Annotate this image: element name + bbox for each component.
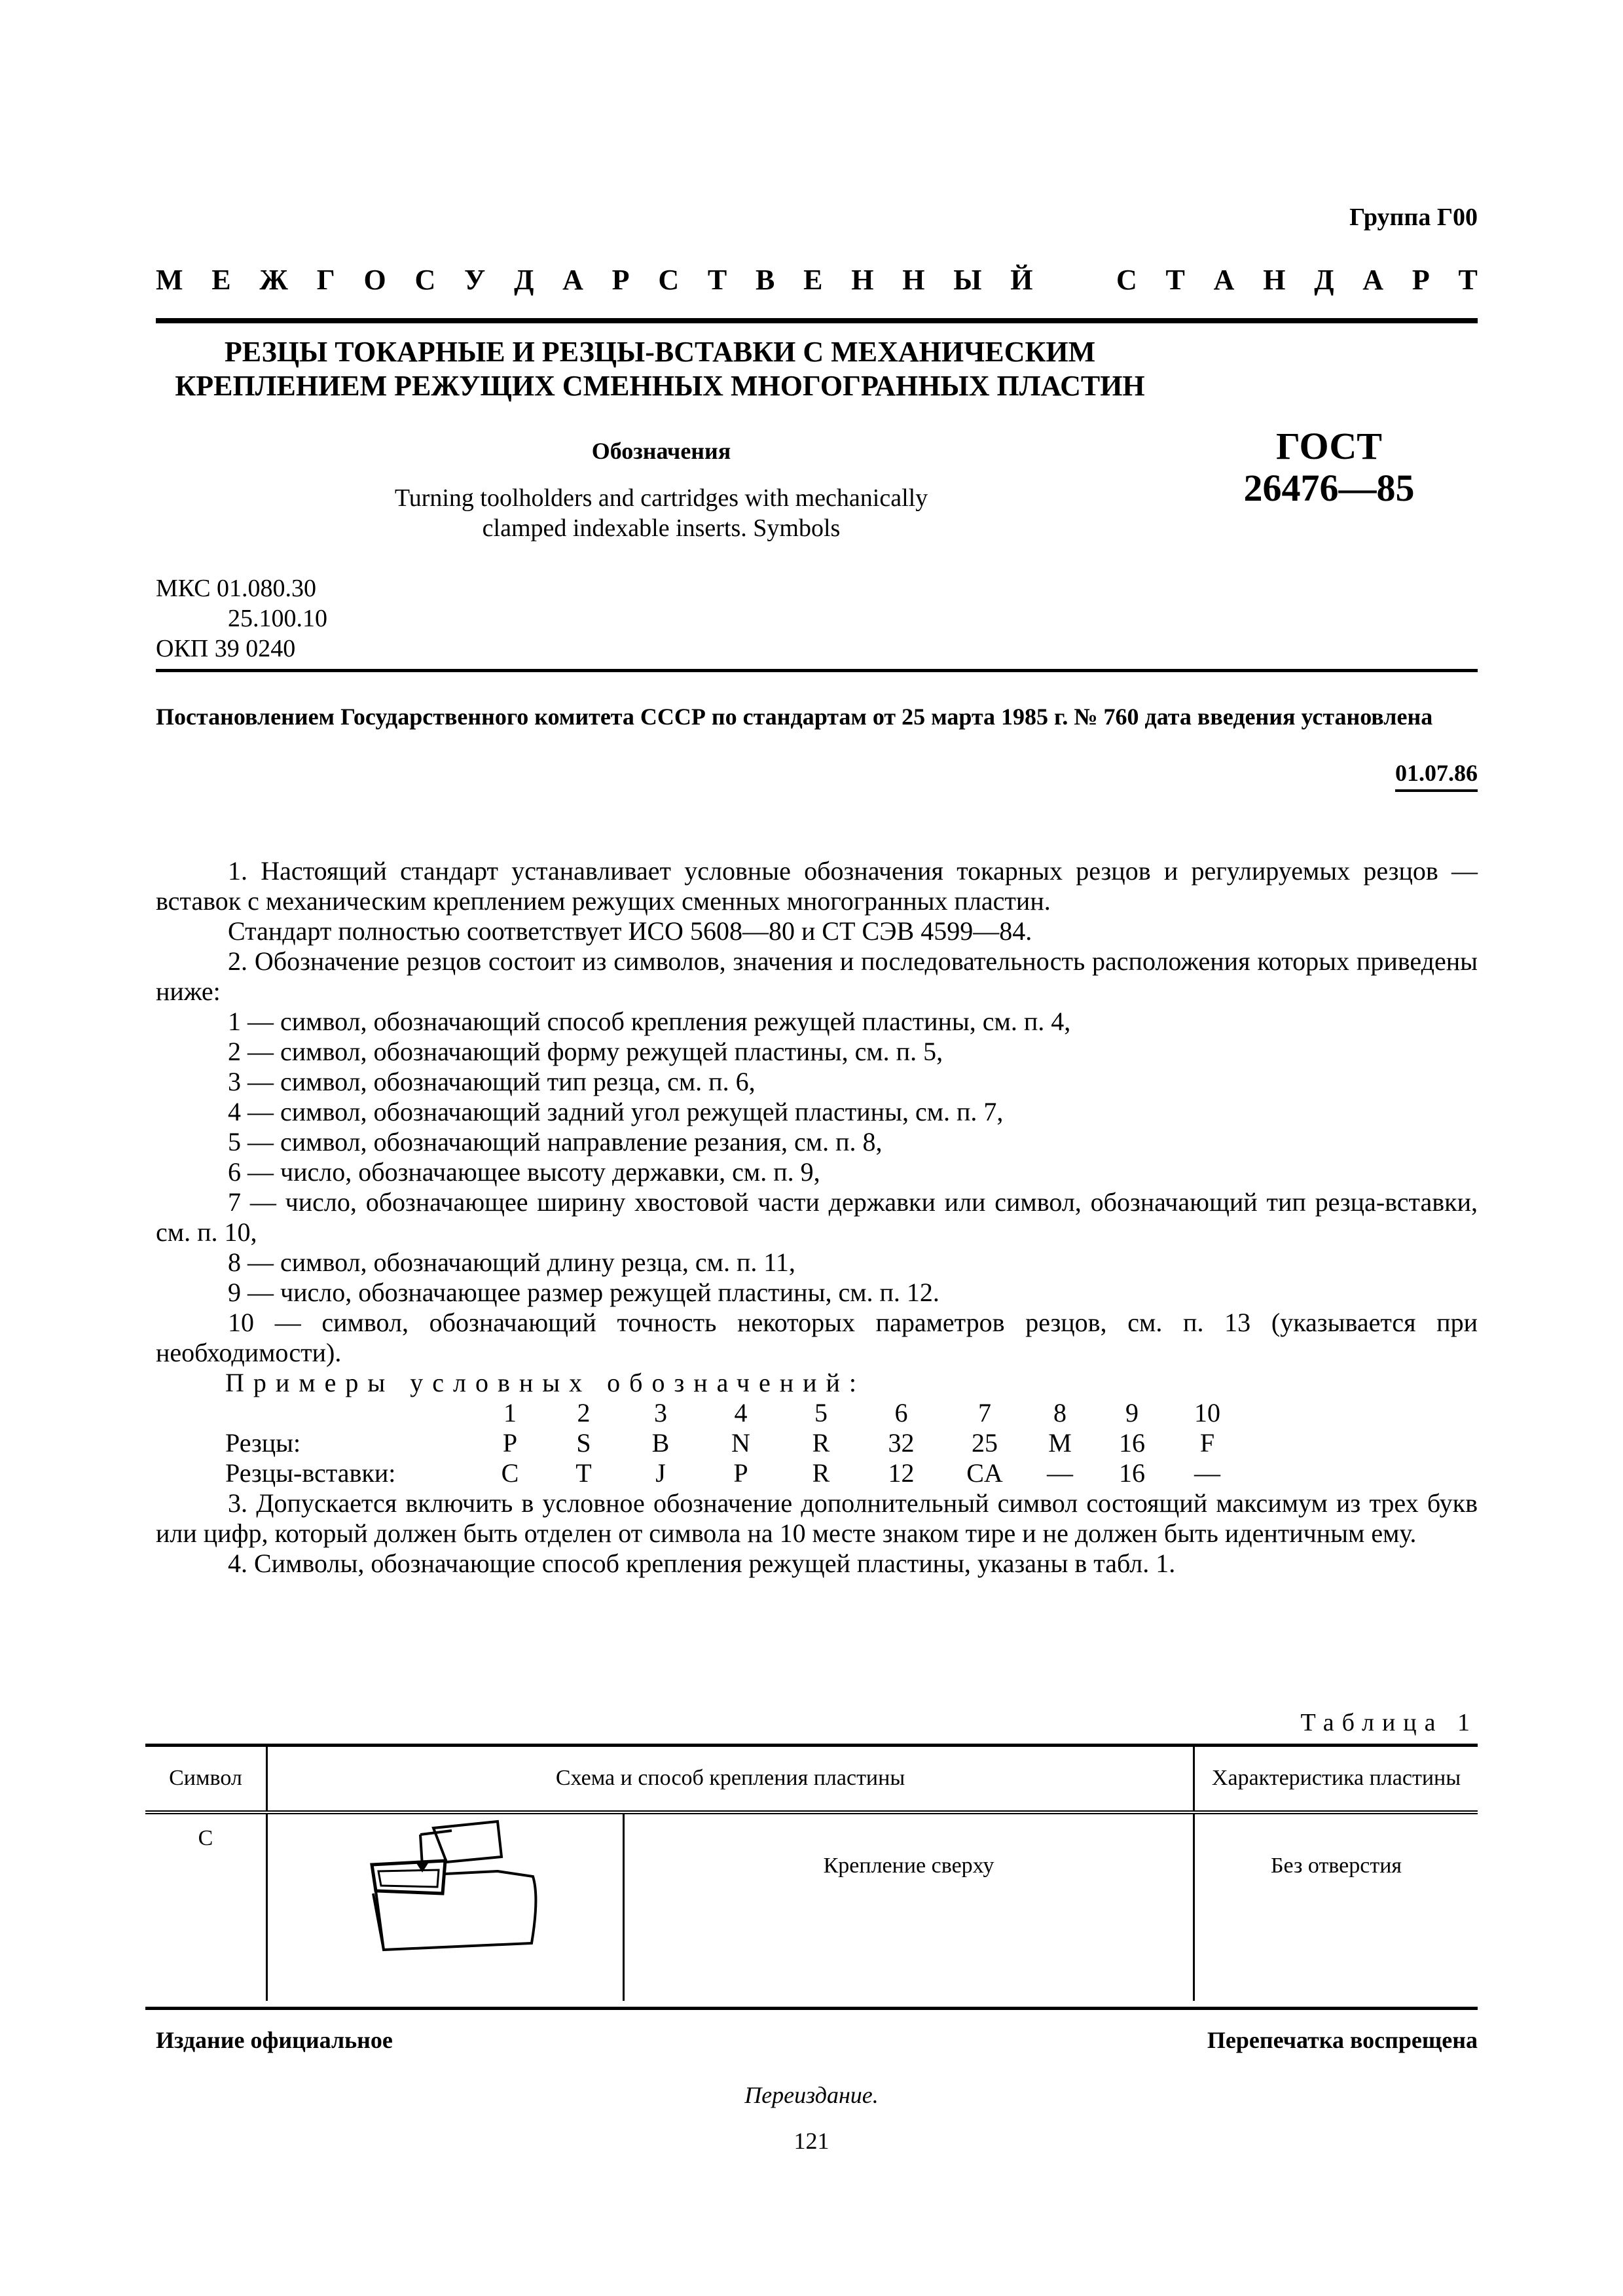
heading-letter: С	[414, 264, 436, 296]
example-cell: 16	[1119, 1458, 1145, 1488]
example-cell: J	[655, 1458, 666, 1488]
heading-letter: Т	[707, 264, 727, 296]
heading-letter: Й	[1010, 264, 1033, 296]
group-code: Группа Г00	[1349, 204, 1478, 231]
cell-characteristic: Без отверстия	[1194, 1812, 1478, 2001]
paragraph-1: 1. Настоящий стандарт устанавливает условные обозначения токарных резцов и регулируемых резцов — вставок с механическим креплением режущих сменных многогранных пластин.	[156, 856, 1478, 916]
document-title	[156, 335, 1164, 403]
heading-letter: Н	[851, 264, 874, 296]
interstate-standard-heading	[156, 263, 1478, 296]
list-item: 4 — символ, обозначающий задний угол режущей пластины, см. п. 7,	[228, 1097, 1004, 1126]
example-number: 7	[978, 1398, 991, 1427]
example-cell: CA	[966, 1458, 1003, 1488]
heading-letter: Ы	[953, 264, 982, 296]
gost-number	[1198, 425, 1460, 509]
title-line-1: РЕЗЦЫ ТОКАРНЫЕ И РЕЗЦЫ-ВСТАВКИ С МЕХАНИЧЕСКИМ	[224, 336, 1096, 368]
cell-scheme-drawing	[267, 1812, 624, 2001]
heading-letter: Е	[803, 264, 823, 296]
heading-letter: Н	[902, 264, 925, 296]
heading-gap	[1061, 263, 1087, 296]
heading-letter: Д	[514, 264, 534, 296]
example-number: 9	[1125, 1398, 1139, 1427]
example-cell: —	[1194, 1458, 1220, 1488]
heading-letter: А	[1362, 264, 1384, 296]
table-1	[145, 1746, 1478, 2001]
effective-date: 01.07.86	[1395, 759, 1478, 792]
heading-letter: В	[756, 264, 775, 296]
page-number: 121	[793, 2128, 830, 2154]
title-line-2: КРЕПЛЕНИЕМ РЕЖУЩИХ СМЕННЫХ МНОГОГРАННЫХ ПЛАСТИН	[175, 370, 1145, 402]
list-item: 1 — символ, обозначающий способ крепления режущей пластины, см. п. 4,	[228, 1007, 1071, 1036]
heading-letter: Г	[316, 264, 335, 296]
example-cell: —	[1047, 1458, 1073, 1488]
english-title-line-1: Turning toolholders and cartridges with mechanically	[394, 484, 928, 512]
example-number: 1	[503, 1398, 517, 1427]
paragraph-2: 2. Обозначение резцов состоит из символов, значения и последовательность расположения которых приведены ниже:	[156, 946, 1478, 1006]
english-title-line-2: clamped indexable inserts. Symbols	[482, 514, 841, 542]
mks-code-2: 25.100.10	[228, 605, 327, 632]
examples-number-row	[225, 1398, 1243, 1428]
example-cell: 32	[888, 1428, 915, 1458]
list-item: 7 — число, обозначающее ширину хвостовой части державки или символ, обозначающий тип резца-вставки, см. п. 10,	[156, 1187, 1478, 1247]
example-cell: M	[1048, 1428, 1072, 1458]
body-text	[156, 856, 1478, 1579]
designation-subtitle: Обозначения	[591, 438, 731, 464]
example-number: 4	[734, 1398, 748, 1427]
top-clamp-diagram	[268, 1815, 622, 1962]
paragraph-4: 4. Символы, обозначающие способ крепления режущей пластины, указаны в табл. 1.	[228, 1549, 1176, 1578]
examples-table	[225, 1398, 1243, 1488]
table-header-row	[145, 1746, 1478, 1812]
decree-text: Постановлением Государственного комитета СССР по стандартам от 25 марта 1985 г. № 760 дата введения установлена	[156, 704, 1433, 730]
column-header-characteristic: Характеристика пластины	[1194, 1746, 1478, 1812]
heading-letter: С	[1116, 264, 1137, 296]
example-cell: N	[731, 1428, 750, 1458]
reprint-prohibited: Перепечатка воспрещена	[1207, 2027, 1478, 2053]
heading-letter: Р	[1412, 264, 1430, 296]
heading-letter: Т	[1165, 264, 1185, 296]
heading-letter: С	[658, 264, 680, 296]
example-number: 6	[894, 1398, 908, 1427]
list-item: 9 — число, обозначающее размер режущей пластины, см. п. 12.	[228, 1278, 939, 1307]
list-item: 10 — символ, обозначающий точность некоторых параметров резцов, см. п. 13 (указывается при необходимости).	[156, 1308, 1478, 1367]
cell-symbol: C	[198, 1826, 213, 1850]
column-header-scheme: Схема и способ крепления пластины	[267, 1746, 1194, 1812]
example-cell: P	[733, 1458, 748, 1488]
examples-row-cartridges	[225, 1458, 1243, 1488]
official-edition: Издание официальное	[156, 2027, 393, 2053]
heading-letter: Р	[611, 264, 630, 296]
cell-method: Крепление сверху	[624, 1812, 1194, 2001]
table-caption: Таблица 1	[1300, 1709, 1478, 1736]
example-cell: 12	[888, 1458, 915, 1488]
gost-label: ГОСТ	[1276, 425, 1382, 467]
list-item: 6 — число, обозначающее высоту державки, см. п. 9,	[228, 1157, 820, 1187]
example-number: 3	[654, 1398, 667, 1427]
english-title	[314, 483, 1008, 543]
okp-code: ОКП 39 0240	[156, 635, 296, 662]
example-cell: C	[501, 1458, 519, 1488]
paragraph-3: 3. Допускается включить в условное обозначение дополнительный символ состоящий максимум из трех букв или цифр, который должен быть отделен от символа на 10 месте знаком тире и не должен быть идентичным ему.	[156, 1488, 1478, 1548]
heading-letter: У	[464, 264, 486, 296]
heading-letter: Н	[1263, 264, 1286, 296]
header-rule	[156, 318, 1478, 323]
example-number: 2	[577, 1398, 591, 1427]
list-item: 5 — символ, обозначающий направление резания, см. п. 8,	[228, 1127, 883, 1157]
examples-title-text: Примеры условных обозначений:	[225, 1368, 866, 1397]
heading-letter: А	[1213, 264, 1235, 296]
example-cell: 25	[972, 1428, 998, 1458]
example-cell: R	[812, 1428, 830, 1458]
example-row-label: Резцы:	[225, 1428, 301, 1458]
example-number: 10	[1194, 1398, 1220, 1427]
heading-letter: Ж	[259, 264, 288, 296]
example-cell: B	[651, 1428, 670, 1458]
heading-letter: М	[156, 264, 183, 296]
example-cell: S	[576, 1428, 591, 1458]
table-row	[145, 1812, 1478, 2001]
column-header-symbol: Символ	[145, 1746, 267, 1812]
paragraph-standard-compliance: Стандарт полностью соответствует ИСО 5608—80 и СТ СЭВ 4599—84.	[228, 916, 1032, 946]
codes-rule	[156, 669, 1478, 672]
example-cell: T	[575, 1458, 592, 1488]
example-number: 8	[1053, 1398, 1067, 1427]
heading-letter: Е	[211, 264, 231, 296]
example-cell: F	[1199, 1428, 1215, 1458]
heading-letter: А	[562, 264, 583, 296]
example-cell: P	[502, 1428, 518, 1458]
gost-code: 26476—85	[1243, 467, 1415, 509]
example-number: 5	[814, 1398, 828, 1427]
list-item: 8 — символ, обозначающий длину резца, см. п. 11,	[228, 1247, 795, 1277]
list-item: 3 — символ, обозначающий тип резца, см. п. 6,	[228, 1067, 756, 1096]
mks-code-1: МКС 01.080.30	[156, 575, 317, 602]
example-row-label: Резцы-вставки:	[225, 1458, 396, 1488]
examples-title	[156, 1368, 1478, 1398]
heading-letter: О	[363, 264, 386, 296]
examples-row-cutters	[225, 1428, 1243, 1458]
example-cell: R	[812, 1458, 830, 1488]
heading-letter: Т	[1458, 264, 1478, 296]
classification-codes	[156, 573, 327, 664]
heading-letter: Д	[1314, 264, 1334, 296]
footer-rule	[145, 2007, 1478, 2010]
reprint-note: Переиздание.	[744, 2082, 879, 2108]
list-item: 2 — символ, обозначающий форму режущей пластины, см. п. 5,	[228, 1037, 943, 1066]
example-cell: 16	[1119, 1428, 1145, 1458]
